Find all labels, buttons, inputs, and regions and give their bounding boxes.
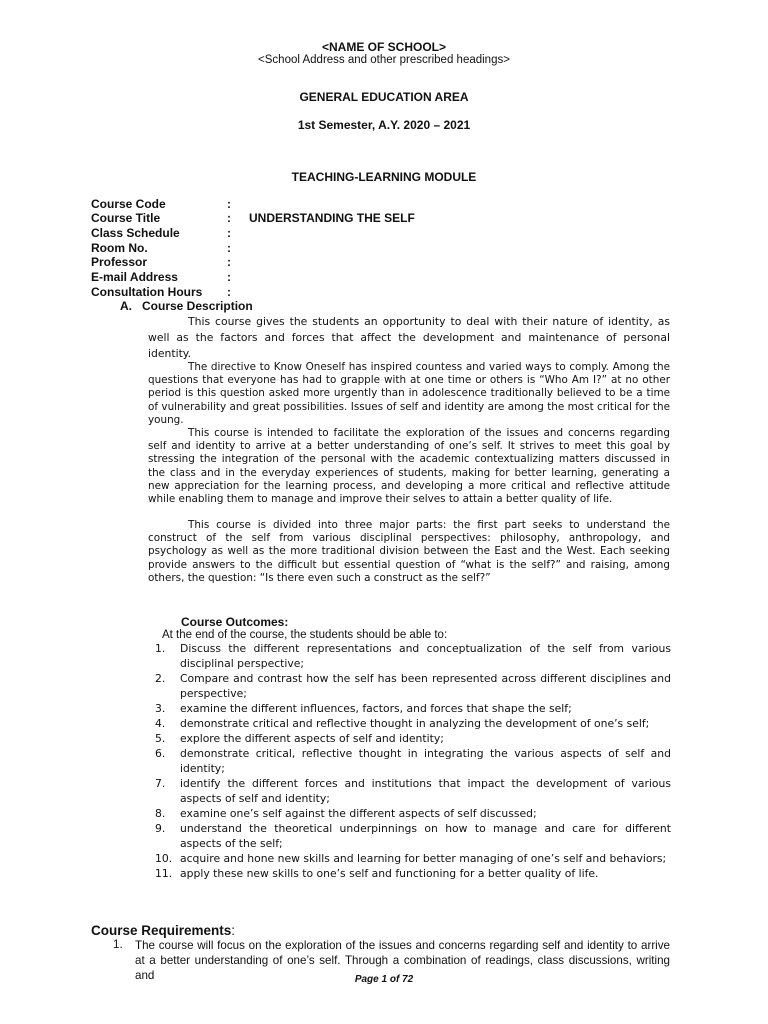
class-schedule-label: Class Schedule <box>91 226 180 240</box>
description-paragraph: This course is intended to facilitate the exploration of the issues and concerns regarding self and identity to arrive at a better understanding of one’s self. It strives to meet this goal by stressing the integration of the personal with the academic contextualizing matters discussed in the class and in the everyday experiences of students, making for better learning, generating a new appreciation for the learning process, and developing a more critical and reflective attitude while enabling them to manage and improve their selves to attain a better quality of life. <box>148 427 670 506</box>
list-item-number: 10. <box>155 852 173 865</box>
class-schedule-colon: : <box>227 226 231 240</box>
list-item <box>155 641 671 671</box>
list-item-number: 5. <box>155 732 166 745</box>
outcomes-list <box>155 641 671 881</box>
professor-label: Professor <box>91 255 148 269</box>
list-item-text: Compare and contrast how the self has been represented across different disciplines and perspective; <box>180 672 671 700</box>
description-paragraph: The directive to Know Oneself has inspired countess and varied ways to comply. Among the questions that everyone has had to grapple with at one time or others is “Who Am I?” at no other period is this question asked more urgently than in adolescence traditionally believed to be a time of vulnerability and great possibilities. Issues of self and identity are among the most critical for the young. <box>148 361 670 426</box>
list-item <box>155 851 671 866</box>
requirement-text: The course will focus on the exploration of the issues and concerns regarding self and identity to arrive at a better understanding of one’s self. Through a combination of readings, class discussions, writing and <box>135 939 670 982</box>
list-item <box>155 671 671 701</box>
room-no-label: Room No. <box>91 241 148 255</box>
list-item <box>155 776 671 806</box>
list-item-text: demonstrate critical, reflective thought in integrating the various aspects of self and identity; <box>180 747 671 775</box>
list-item-text: understand the theoretical underpinnings on how to manage and care for different aspects of the self; <box>180 822 671 850</box>
page-number: Page 1 of 72 <box>354 974 414 985</box>
list-item-text: examine the different influences, factors, and forces that shape the self; <box>180 702 572 715</box>
list-item <box>155 821 671 851</box>
list-item-number: 9. <box>155 822 166 835</box>
description-paragraph: This course gives the students an opportunity to deal with their nature of identity, as well as the factors and forces that affect the development and maintenance of personal identity. <box>148 315 670 360</box>
room-no-colon: : <box>227 241 231 255</box>
list-item-number: 11. <box>155 867 173 880</box>
list-item-number: 3. <box>155 702 166 715</box>
list-item <box>155 731 671 746</box>
email-address-label: E-mail Address <box>91 270 178 284</box>
list-item-text: apply these new skills to one’s self and functioning for a better quality of life. <box>180 867 599 880</box>
semester: 1st Semester, A.Y. 2020 – 2021 <box>297 118 471 132</box>
list-item <box>155 806 671 821</box>
list-item <box>155 866 671 881</box>
section-a-marker: A. <box>120 299 132 313</box>
list-item-number: 2. <box>155 672 166 685</box>
outcomes-intro: At the end of the course, the students should be able to: <box>162 629 448 641</box>
course-code-label: Course Code <box>91 197 166 211</box>
outcomes-title: Course Outcomes: <box>181 615 289 629</box>
list-item <box>155 701 671 716</box>
list-item-number: 1. <box>155 642 166 655</box>
requirements-colon: : <box>231 923 236 938</box>
list-item-number: 4. <box>155 717 166 730</box>
professor-colon: : <box>227 255 231 269</box>
list-item-text: demonstrate critical and reflective thought in analyzing the development of one’s self; <box>180 717 650 730</box>
school-address: <School Address and other prescribed headings> <box>258 54 510 66</box>
list-item <box>155 716 671 731</box>
list-item-text: Discuss the different representations and conceptualization of the self from various disciplinal perspective; <box>180 642 671 670</box>
consultation-hours-colon: : <box>227 285 231 299</box>
requirements-heading <box>91 923 235 938</box>
course-title-label: Course Title <box>91 211 161 225</box>
school-name: <NAME OF SCHOOL> <box>321 40 446 54</box>
consultation-hours-label: Consultation Hours <box>91 285 203 299</box>
list-item-text: identify the different forces and institutions that impact the development of various aspects of self and identity; <box>180 777 671 805</box>
requirement-number: 1. <box>113 938 123 951</box>
list-item-text: explore the different aspects of self and identity; <box>180 732 444 745</box>
description-paragraph: This course is divided into three major parts: the first part seeks to understand the construct of the self from various disciplinal perspectives: philosophy, anthropology, and psychology as well as the more traditional division between the East and the West. Each seeking provide answers to the difficult but essential question of “what is the self?” and raising, among others, the question: “Is there even such a construct as the self?” <box>148 519 670 584</box>
list-item-number: 8. <box>155 807 166 820</box>
list-item-number: 7. <box>155 777 166 790</box>
list-item-text: examine one’s self against the different aspects of self discussed; <box>180 807 537 820</box>
requirements-title: Course Requirements <box>91 923 232 938</box>
course-title-value: UNDERSTANDING THE SELF <box>249 211 415 225</box>
module-title: TEACHING-LEARNING MODULE <box>291 170 477 184</box>
list-item-text: acquire and hone new skills and learning for better managing of one’s self and behaviors; <box>180 852 667 865</box>
education-area: GENERAL EDUCATION AREA <box>299 90 469 104</box>
list-item-number: 6. <box>155 747 166 760</box>
list-item <box>155 746 671 776</box>
course-code-colon: : <box>227 197 231 211</box>
course-title-colon: : <box>227 211 231 225</box>
section-a-title: Course Description <box>142 299 253 313</box>
email-address-colon: : <box>227 270 231 284</box>
